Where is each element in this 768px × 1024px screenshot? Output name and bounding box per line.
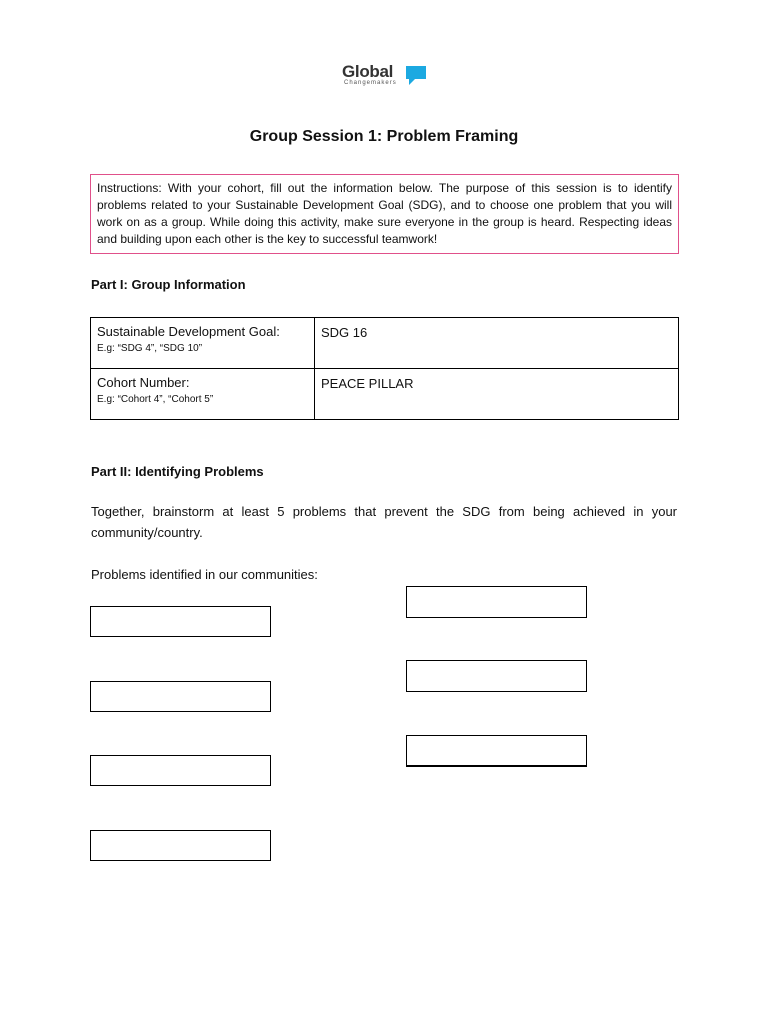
problems-list-label: Problems identified in our communities: bbox=[91, 567, 318, 582]
sdg-value-cell[interactable] bbox=[315, 318, 679, 369]
problem-field-right-3[interactable] bbox=[406, 735, 587, 767]
problem-field-right-1[interactable] bbox=[406, 586, 587, 618]
group-info-table bbox=[90, 317, 679, 420]
table-row bbox=[91, 369, 679, 420]
page-title: Group Session 1: Problem Framing bbox=[249, 128, 519, 145]
problem-field-left-1[interactable] bbox=[90, 606, 271, 637]
sdg-value: SDG 16 bbox=[321, 325, 368, 340]
problem-field-left-3[interactable] bbox=[90, 755, 271, 786]
logo bbox=[342, 62, 432, 90]
logo-name: Global bbox=[342, 62, 394, 81]
problem-field-right-2[interactable] bbox=[406, 660, 587, 692]
part1-heading: Part I: Group Information bbox=[91, 277, 246, 292]
cohort-label-cell bbox=[91, 369, 315, 420]
part2-heading: Part II: Identifying Problems bbox=[91, 464, 264, 479]
instructions-box: Instructions: With your cohort, fill out the information below. The purpose of this session is to identify problems related to your Sustainable Development Goal (SDG), and to choose one problem that you will work on as a group. While doing this activity, make sure everyone in the group is heard. Respecting ideas and building upon each other is the key to successful teamwork! bbox=[90, 174, 679, 254]
sdg-example: E.g: “SDG 4”, “SDG 10” bbox=[97, 343, 203, 354]
cohort-value-cell[interactable] bbox=[315, 369, 679, 420]
cohort-example: E.g: “Cohort 4”, “Cohort 5” bbox=[97, 394, 214, 405]
cohort-label: Cohort Number: bbox=[97, 375, 190, 390]
problem-field-left-4[interactable] bbox=[90, 830, 271, 861]
sdg-label: Sustainable Development Goal: bbox=[97, 324, 280, 339]
speech-bubble-icon bbox=[405, 65, 427, 87]
problem-field-left-2[interactable] bbox=[90, 681, 271, 712]
table-row bbox=[91, 318, 679, 369]
logo-tagline: Changemakers bbox=[344, 80, 397, 86]
cohort-value: PEACE PILLAR bbox=[321, 376, 414, 391]
brainstorm-prompt: Together, brainstorm at least 5 problems that prevent the SDG from being achieved in your community/country. bbox=[91, 504, 677, 540]
sdg-label-cell bbox=[91, 318, 315, 369]
